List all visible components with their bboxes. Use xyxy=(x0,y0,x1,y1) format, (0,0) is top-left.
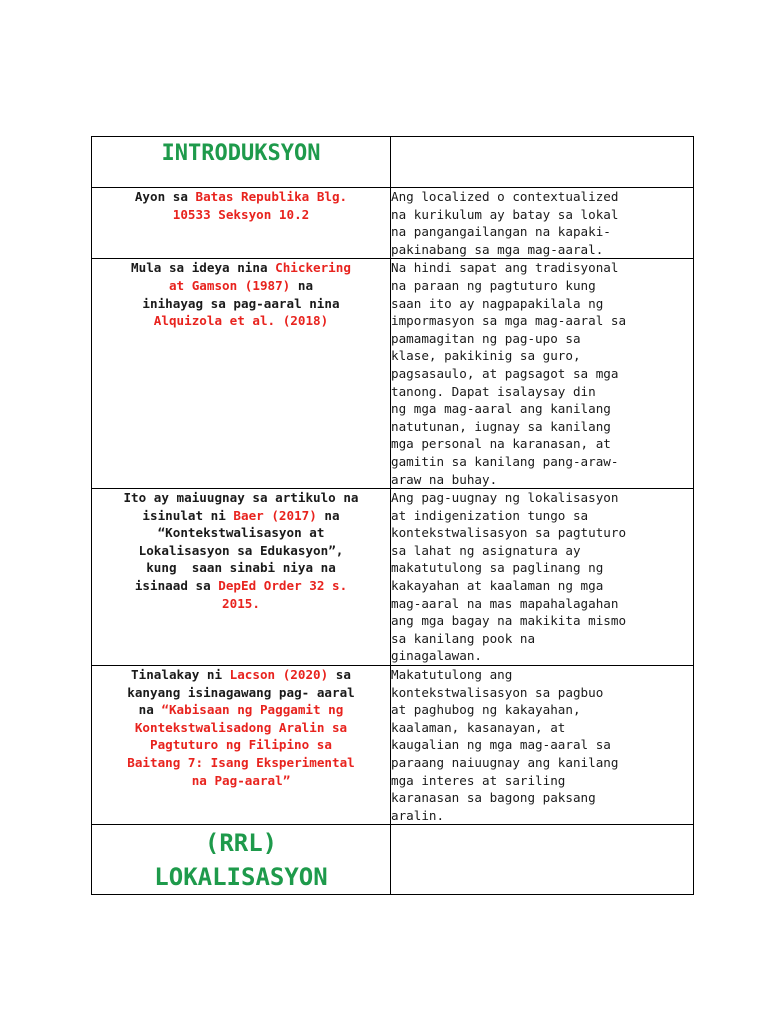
summary-line: klase, pakikinig sa guro, xyxy=(391,348,581,364)
source-text: “Kontekstwalisasyon at xyxy=(157,525,325,541)
summary-cell xyxy=(391,259,694,489)
header-title-cell xyxy=(92,137,391,188)
source-text: na xyxy=(138,702,162,718)
section-title: INTRODUKSYON xyxy=(161,141,321,166)
source-text: inihayag sa pag-aaral nina xyxy=(142,295,340,311)
source-text: Mula sa ideya nina xyxy=(131,260,276,276)
source-text: na xyxy=(290,277,314,293)
footer-title-cell xyxy=(92,825,391,895)
summary-line: impormasyon sa mga mag-aaral sa xyxy=(391,313,627,329)
source-text: kung saan sinabi niya na xyxy=(146,560,336,576)
summary-line: natutunan, iugnay sa kanilang xyxy=(391,418,611,434)
rrl-label: (RRL) xyxy=(204,828,278,857)
summary-line: mag-aaral na mas mapahalagahan xyxy=(391,595,619,611)
summary-line: na pangangailangan na kapaki- xyxy=(391,224,611,240)
summary-line: kakayahan at kaalaman ng mga xyxy=(391,578,604,594)
summary-line: na kurikulum ay batay sa lokal xyxy=(391,206,619,222)
summary-line: Ang pag-uugnay ng lokalisasyon xyxy=(391,490,619,506)
table-row xyxy=(92,489,694,666)
table-row xyxy=(92,188,694,259)
source-text: Ayon sa xyxy=(134,189,196,204)
footer-empty-cell xyxy=(391,825,694,895)
summary-line: kaugalian ng mga mag-aaral sa xyxy=(391,737,611,753)
header-row xyxy=(92,137,694,188)
table-row xyxy=(92,666,694,825)
citation-text: 10533 Seksyon 10.2 xyxy=(172,206,310,222)
summary-line: saan ito ay nagpapakilala ng xyxy=(391,295,604,311)
summary-line: Ang localized o contextualized xyxy=(391,189,619,204)
summary-line: at paghubog ng kakayahan, xyxy=(391,702,581,718)
summary-line: karanasan sa bagong paksang xyxy=(391,790,596,806)
source-cell xyxy=(92,259,391,489)
summary-line: pagsasaulo, at pagsagot sa mga xyxy=(391,365,619,381)
source-text: isinulat ni xyxy=(142,507,234,523)
citation-text: Kontekstwalisadong Aralin sa xyxy=(134,719,348,735)
summary-line: Makatutulong ang xyxy=(391,667,513,683)
summary-line: ginagalawan. xyxy=(391,648,482,664)
citation-text: Pagtuturo ng Filipino sa xyxy=(150,737,332,753)
source-cell xyxy=(92,666,391,825)
header-empty-cell xyxy=(391,137,694,188)
summary-line: paraang naiuugnay ang kanilang xyxy=(391,755,619,770)
citation-text: Baer (2017) xyxy=(233,507,317,523)
summary-line: ng mga mag-aaral ang kanilang xyxy=(391,401,611,417)
summary-line: sa lahat ng asignatura ay xyxy=(391,542,581,558)
summary-line: pakinabang sa mga mag-aaral. xyxy=(391,241,604,257)
rrl-table xyxy=(91,136,694,895)
source-text: sa xyxy=(328,667,351,683)
source-text: kanyang isinagawang pag- aaral xyxy=(127,684,355,700)
summary-line: makatutulong sa paglinang ng xyxy=(391,560,604,576)
summary-line: at indigenization tungo sa xyxy=(391,507,589,523)
source-text: Tinalakay ni xyxy=(131,667,230,683)
source-text: Ito ay maiuugnay sa artikulo na xyxy=(123,490,359,506)
summary-line: pamamagitan ng pag-upo sa xyxy=(391,330,581,346)
summary-line: na paraan ng pagtuturo kung xyxy=(391,277,596,293)
summary-line: Na hindi sapat ang tradisyonal xyxy=(391,260,619,276)
summary-cell xyxy=(391,188,694,259)
table-row xyxy=(92,259,694,489)
citation-text: Lacson (2020) xyxy=(229,667,329,683)
summary-cell xyxy=(391,489,694,666)
summary-line: ang mga bagay na makikita mismo xyxy=(391,613,627,629)
summary-line: kontekstwalisasyon sa pagtuturo xyxy=(391,525,627,541)
lokalisasyon-title: LOKALISASYON xyxy=(154,862,328,891)
source-text: na xyxy=(316,507,340,523)
summary-line: gamitin sa kanilang pang-araw- xyxy=(391,453,619,469)
source-cell xyxy=(92,188,391,259)
summary-line: kaalaman, kasanayan, at xyxy=(391,719,566,735)
citation-text: Chickering xyxy=(275,260,351,276)
citation-text: “Kabisaan ng Paggamit ng xyxy=(161,702,344,718)
citation-text: na Pag-aaral” xyxy=(191,772,291,788)
citation-text: DepEd Order 32 s. xyxy=(218,578,348,594)
citation-text: Batas Republika Blg. xyxy=(195,189,348,204)
footer-row xyxy=(92,825,694,895)
summary-line: kontekstwalisasyon sa pagbuo xyxy=(391,684,604,700)
summary-line: araw na buhay. xyxy=(391,471,498,487)
summary-line: aralin. xyxy=(391,807,445,823)
summary-line: sa kanilang pook na xyxy=(391,630,536,646)
source-text: Lokalisasyon sa Edukasyon”, xyxy=(138,542,344,558)
source-text: isinaad sa xyxy=(134,578,219,594)
citation-text: at Gamson (1987) xyxy=(168,277,291,293)
summary-cell xyxy=(391,666,694,825)
summary-line: mga interes at sariling xyxy=(391,772,566,788)
summary-line: tanong. Dapat isalaysay din xyxy=(391,383,596,399)
citation-text: Alquizola et al. (2018) xyxy=(153,313,329,329)
citation-text: Baitang 7: Isang Eksperimental xyxy=(127,755,355,770)
summary-line: mga personal na karanasan, at xyxy=(391,436,611,452)
citation-text: 2015. xyxy=(222,595,260,611)
source-cell xyxy=(92,489,391,666)
